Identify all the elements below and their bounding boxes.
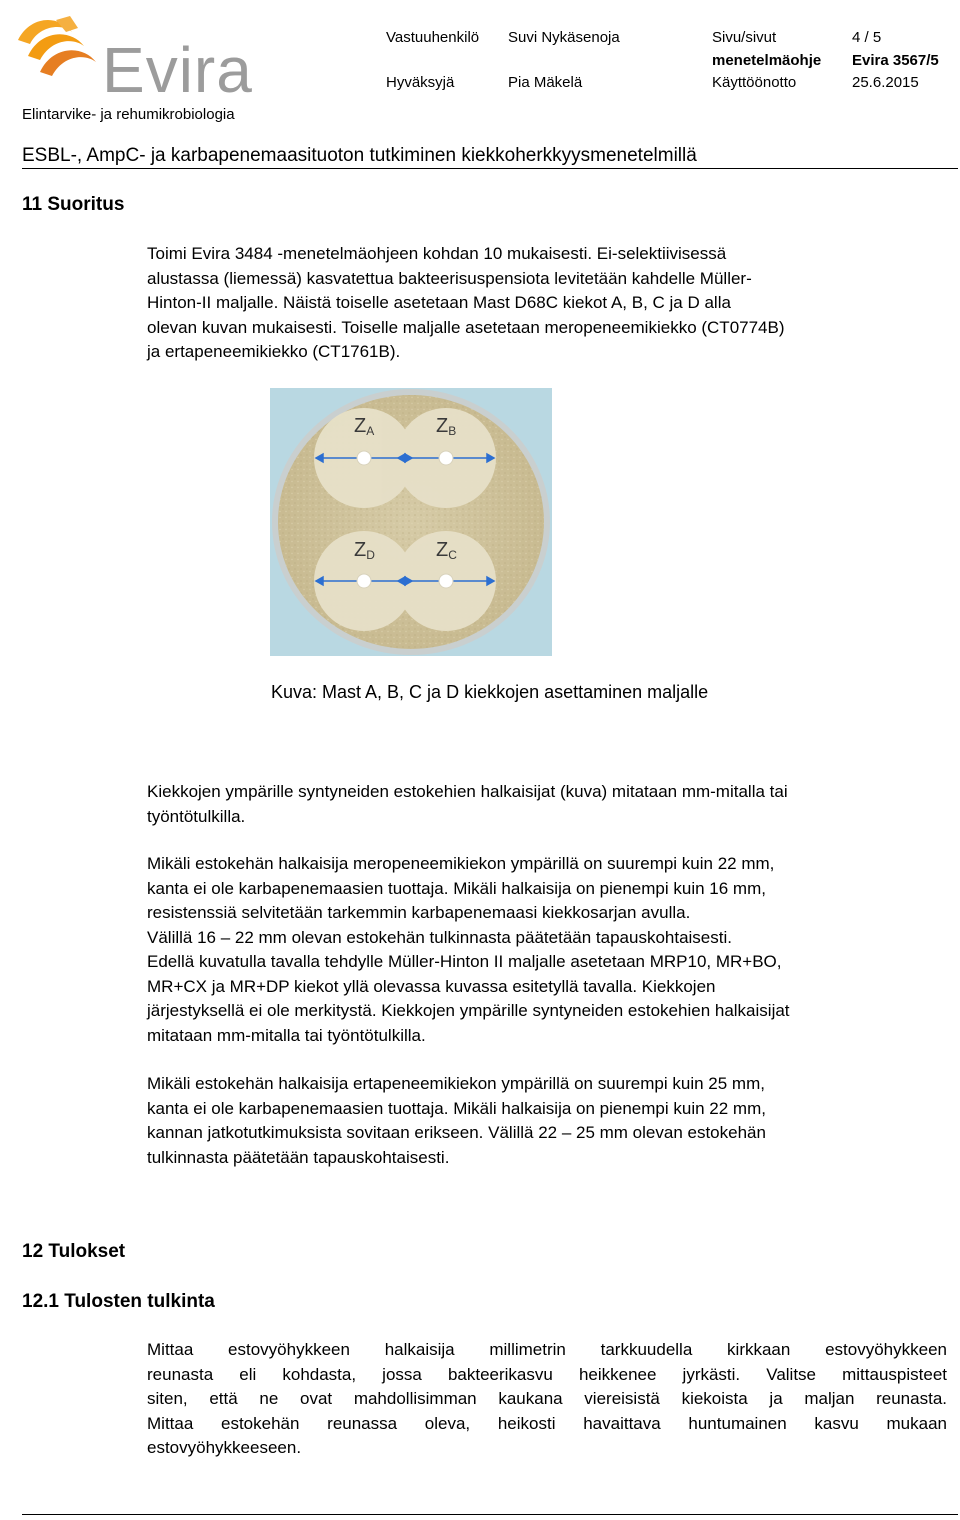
evira-logo-mark-icon (10, 10, 110, 95)
responsible-label: Vastuuhenkilö (386, 29, 480, 46)
disk-a (357, 451, 371, 465)
text-line: estovyöhykkeeseen. (147, 1438, 302, 1457)
doctype-label: menetelmäohje (712, 52, 822, 69)
section-heading-12: 12 Tulokset (22, 1241, 126, 1262)
disk-c (439, 574, 453, 588)
evira-logo (10, 10, 265, 106)
paragraph-interpretation (147, 1338, 947, 1461)
text-line: olevan kuvan mukaisesti. Toiselle maljalle asetetaan meropeneemikiekko (CT0774B) (147, 317, 785, 337)
zone-label-a: ZA (354, 415, 375, 438)
unit-name: Elintarvike- ja rehumikrobiologia (22, 106, 235, 123)
text-line: tulkinnasta päätetään tapauskohtaisesti. (147, 1147, 450, 1167)
text-line: Kiekkojen ympärille syntyneiden estokehien halkaisijat (kuva) mitataan mm-mitalla tai (147, 782, 788, 801)
document-id: Evira 3567/5 (852, 52, 939, 69)
zone-label-c: ZC (436, 539, 457, 562)
text-line: MR+CX ja MR+DP kiekot yllä olevassa kuvassa esitetyllä tavalla. Kiekkojen (147, 976, 716, 996)
agar-plate-illustration (270, 388, 552, 656)
disk-b (439, 451, 453, 465)
plate-figure (270, 388, 552, 656)
section-heading-11: 11 Suoritus (22, 194, 125, 215)
text-line: järjestyksellä ei ole merkitystä. Kiekkojen ympärille syntyneiden estokehien halkaisijat (147, 1001, 790, 1020)
footer-divider (22, 1514, 958, 1515)
paragraph-procedure (147, 242, 947, 365)
page-label: Sivu/sivut (712, 29, 777, 46)
text-line: Hinton-II maljalle. Näistä toiselle asetetaan Mast D68C kiekot A, B, C ja D alla (147, 293, 731, 312)
introduced-label: Käyttöönotto (712, 74, 797, 91)
text-line: alustassa (liemessä) kasvatettua bakteerisuspensiota levitetään kahdelle Müller- (147, 268, 752, 288)
zone-label-b: ZB (436, 415, 457, 438)
text-line: Välillä 16 – 22 mm olevan estokehän tulkinnasta päätetään tapauskohtaisesti. (147, 927, 732, 947)
text-line: ja ertapeneemikiekko (CT1761B). (147, 342, 401, 361)
text-line: resistenssiä selvitetään tarkemmin karbapenemaasi kiekkosarjan avulla. (147, 903, 691, 922)
text-line: Edellä kuvatulla tavalla tehdylle Müller-Hinton II maljalle asetetaan MRP10, MR+BO, (147, 952, 782, 971)
approver-label: Hyväksyjä (386, 74, 455, 91)
text-line: kanta ei ole karbapenemaasien tuottaja. Mikäli halkaisija on pienempi kuin 22 mm, (147, 1098, 766, 1118)
paragraph-meropenem (147, 852, 947, 1048)
logo-wordmark: Evira (102, 34, 253, 106)
text-line: Mikäli estokehän halkaisija meropeneemikiekon ympärillä on suurempi kuin 22 mm, (147, 854, 775, 873)
text-line: reunasta eli kohdasta, jossa bakteerikasvu heikkenee jyrkästi. Valitse mittauspisteet (147, 1364, 947, 1384)
disk-d (357, 574, 371, 588)
approver-name: Pia Mäkelä (508, 74, 583, 91)
text-line: Mittaa estokehän reunassa oleva, heikosti havaittava huntumainen kasvu mukaan (147, 1413, 947, 1433)
introduced-date: 25.6.2015 (852, 74, 919, 91)
text-line: kanta ei ole karbapenemaasien tuottaja. Mikäli halkaisija on pienempi kuin 16 mm, (147, 878, 766, 898)
text-line: Mittaa estovyöhykkeen halkaisija millimetrin tarkkuudella kirkkaan estovyöhykkeen (147, 1340, 947, 1359)
page-number: 4 / 5 (852, 29, 882, 46)
text-line: mitataan mm-mitalla tai työntötulkilla. (147, 1025, 426, 1045)
text-line: kannan jatkotutkimuksista sovitaan erikseen. Välillä 22 – 25 mm olevan estokehän (147, 1123, 766, 1142)
responsible-name: Suvi Nykäsenoja (508, 29, 620, 46)
subsection-heading-12-1: 12.1 Tulosten tulkinta (22, 1291, 215, 1312)
header-divider (22, 168, 958, 169)
figure-caption: Kuva: Mast A, B, C ja D kiekkojen asettaminen maljalle (271, 682, 709, 702)
text-line: työntötulkilla. (147, 806, 246, 826)
text-line: Toimi Evira 3484 -menetelmäohjeen kohdan 10 mukaisesti. Ei-selektiivisessä (147, 244, 727, 263)
paragraph-ertapenem (147, 1072, 947, 1170)
zone-label-d: ZD (354, 539, 375, 562)
text-line: siten, että ne ovat mahdollisimman kaukana viereisistä kiekoista ja maljan reunasta. (147, 1389, 947, 1408)
document-title: ESBL-, AmpC- ja karbapenemaasituoton tutkiminen kiekkoherkkyysmenetelmillä (22, 145, 697, 166)
paragraph-measure (147, 780, 947, 829)
text-line: Mikäli estokehän halkaisija ertapeneemikiekon ympärillä on suurempi kuin 25 mm, (147, 1074, 765, 1093)
